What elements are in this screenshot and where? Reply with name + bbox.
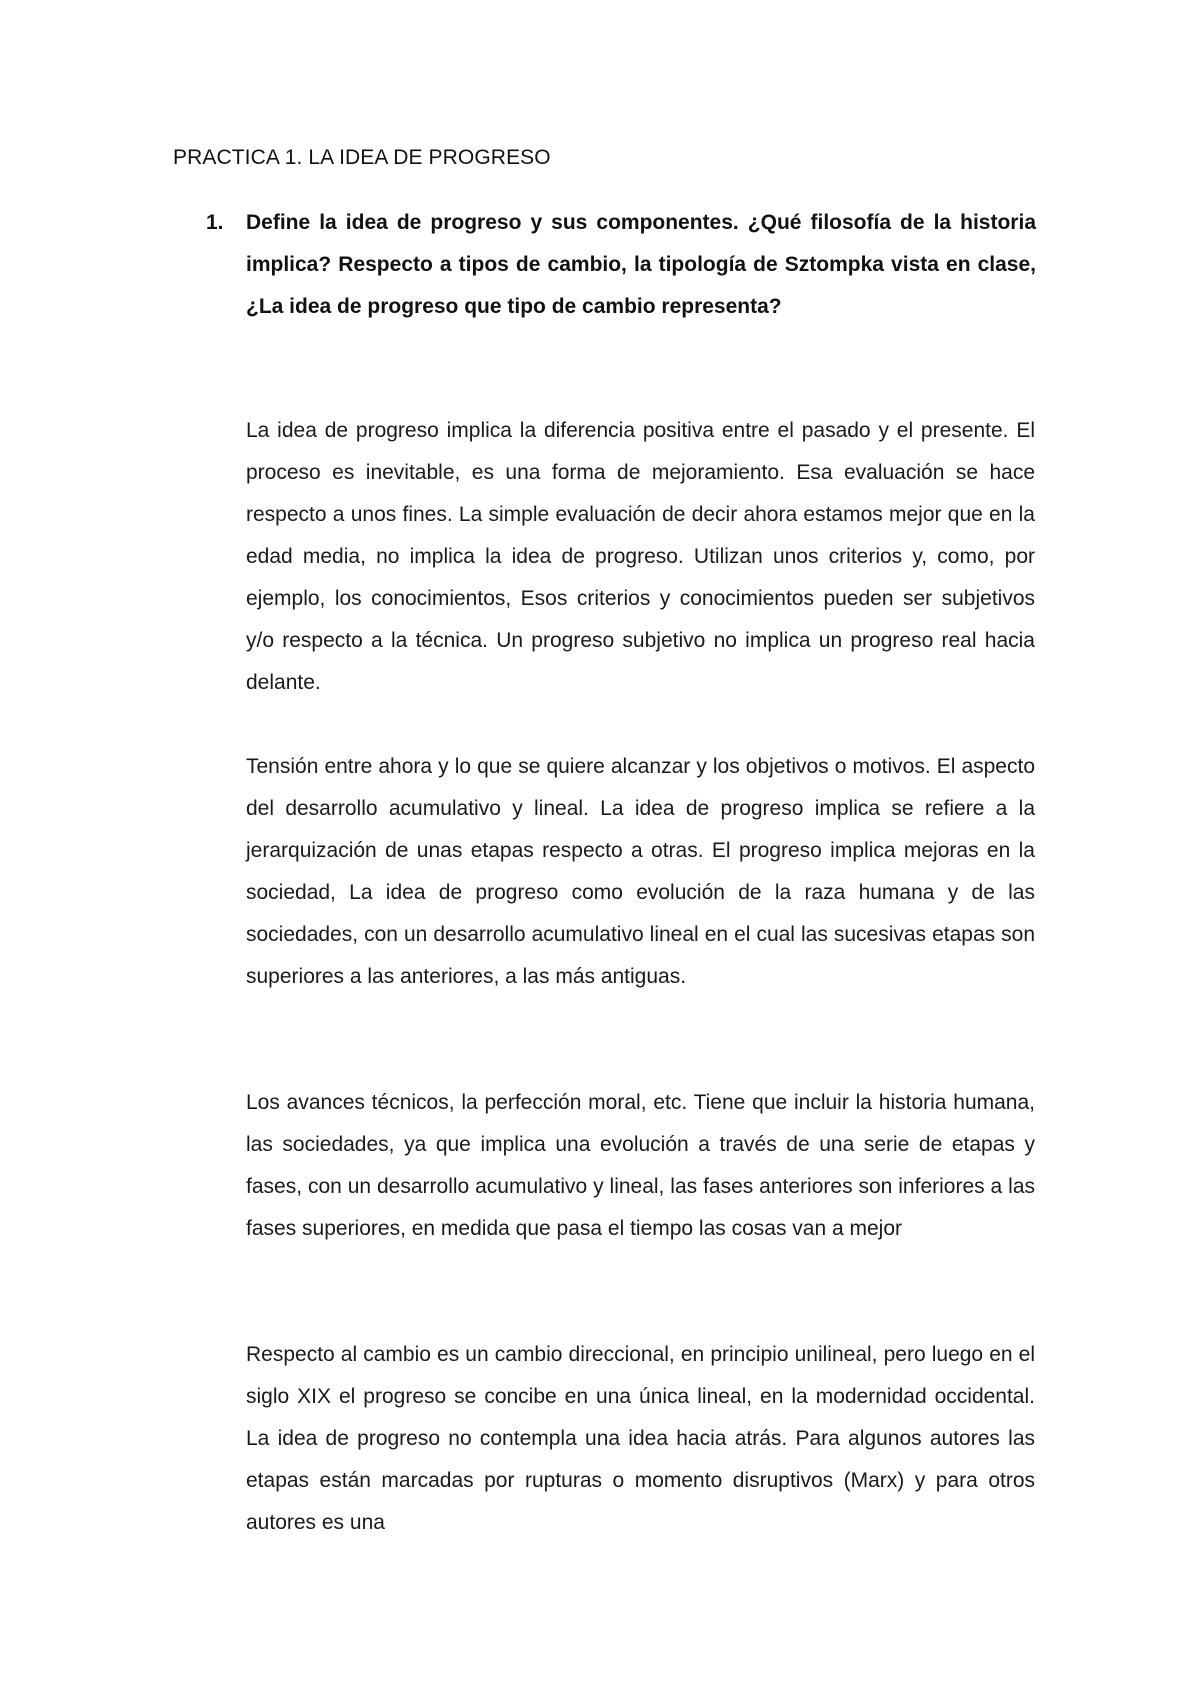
answer-paragraph-3: Los avances técnicos, la perfección moral, etc. Tiene que incluir la historia humana, las sociedades, ya que implica una evolución a través de una serie de etapas y fases, con un desarrollo acumulativo y lineal, las fases anteriores son inferiores a las fases superiores, en medida que pasa el tiempo las cosas van a mejor (246, 1091, 1035, 1240)
document-title: PRACTICA 1. LA IDEA DE PROGRESO (173, 146, 551, 169)
answer-paragraph-1: La idea de progreso implica la diferencia positiva entre el pasado y el presente. El proceso es inevitable, es una forma de mejoramiento. Esa evaluación se hace respecto a unos fines. La simple evaluación de decir ahora estamos mejor que en la edad media, no implica la idea de progreso. Utilizan unos criterios y, como, por ejemplo, los conocimientos, Esos criterios y conocimientos pueden ser subjetivos y/o respecto a la técnica. Un progreso subjetivo no implica un progreso real hacia delante. (246, 419, 1035, 694)
answer-paragraph-2: Tensión entre ahora y lo que se quiere alcanzar y los objetivos o motivos. El aspecto del desarrollo acumulativo y lineal. La idea de progreso implica se refiere a la jerarquización de unas etapas respecto a otras. El progreso implica mejoras en la sociedad, La idea de progreso como evolución de la raza humana y de las sociedades, con un desarrollo acumulativo lineal en el cual las sucesivas etapas son superiores a las anteriores, a las más antiguas. (246, 755, 1035, 988)
question-text: Define la idea de progreso y sus componentes. ¿Qué filosofía de la historia implica? Respecto a tipos de cambio, la tipología de Sztompka vista en clase, ¿La idea de progreso que tipo de cambio representa? (246, 211, 1036, 318)
answer-paragraph-4: Respecto al cambio es un cambio direccional, en principio unilineal, pero luego en el siglo XIX el progreso se concibe en una única lineal, en la modernidad occidental. La idea de progreso no contempla una idea hacia atrás. Para algunos autores las etapas están marcadas por rupturas o momento disruptivos (Marx) y para otros autores es una (246, 1343, 1035, 1534)
question-number: 1. (206, 211, 224, 234)
